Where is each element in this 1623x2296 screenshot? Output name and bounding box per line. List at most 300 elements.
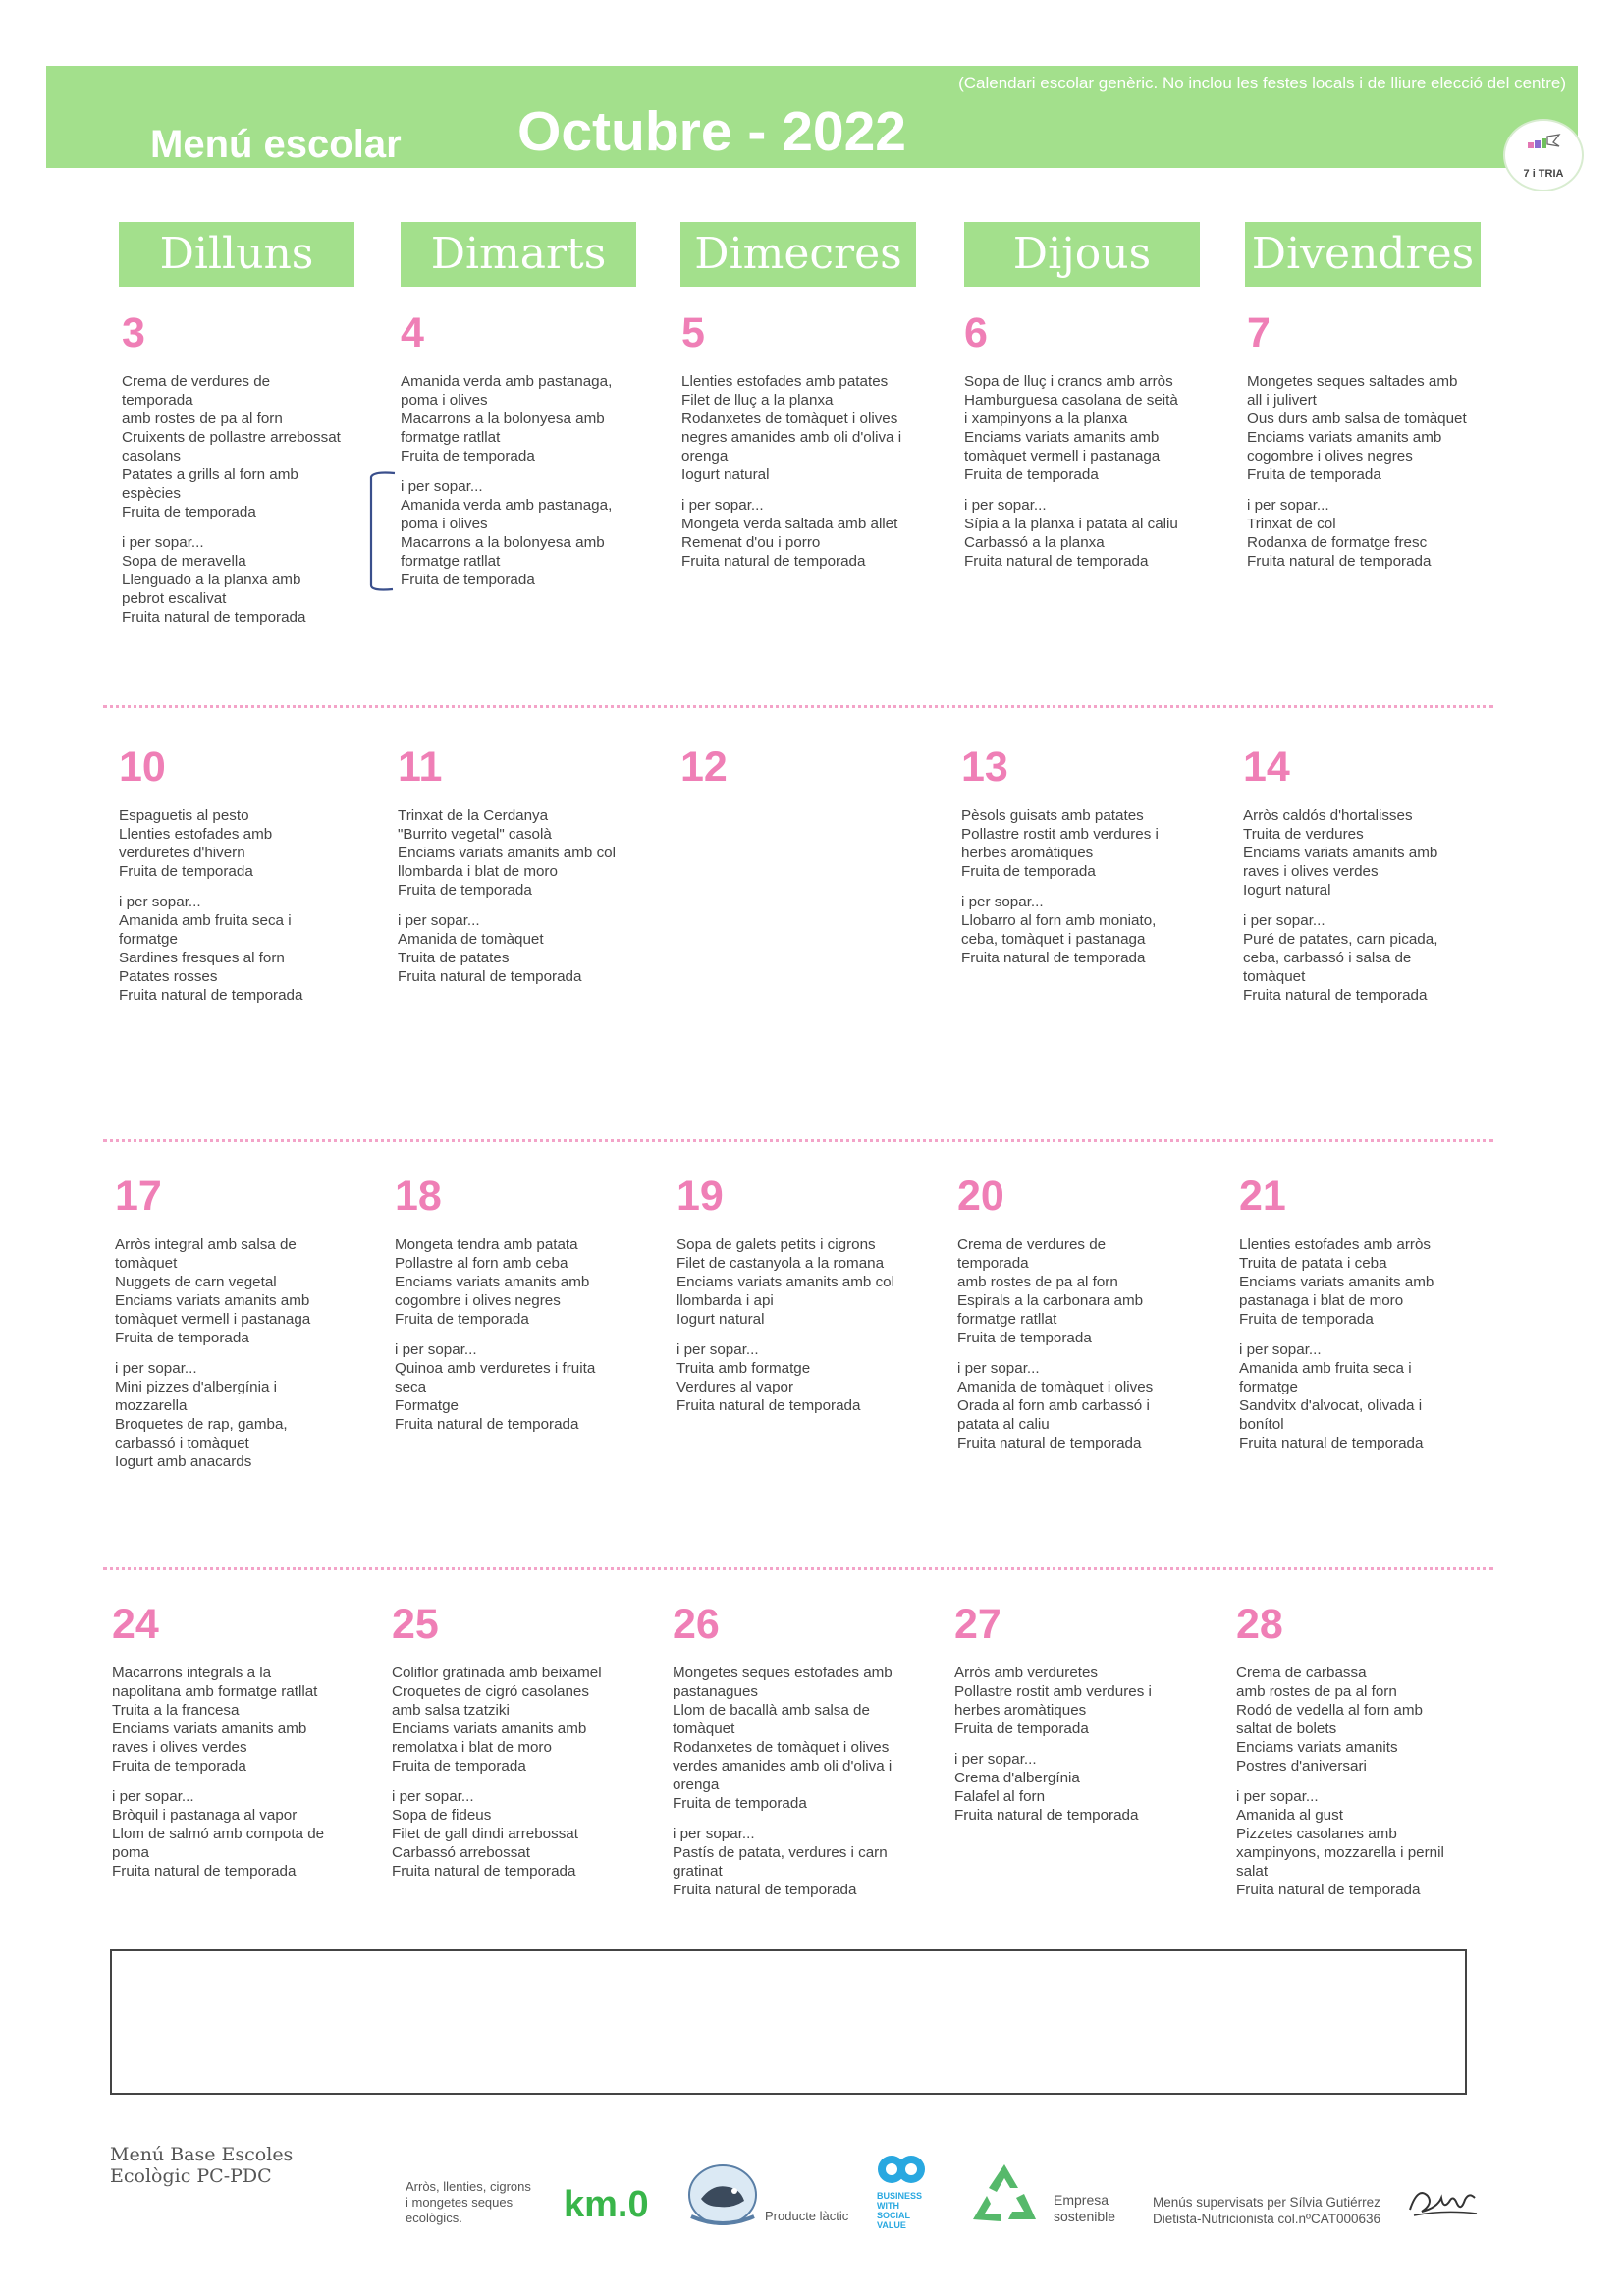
menu-item: Truita de patates: [398, 950, 510, 966]
menu-item: Crema d'albergínia: [954, 1770, 1080, 1786]
eco-note: [406, 2179, 531, 2226]
sustainable-label: [1054, 2192, 1115, 2225]
menu-item: formatge ratllat: [401, 553, 501, 570]
menu-item: carbassó i tomàquet: [115, 1435, 249, 1451]
date-number: 12: [680, 743, 728, 791]
day-cell: [395, 1175, 650, 1434]
menu-item: ceba, tomàquet i pastanaga: [961, 931, 1146, 948]
day-cell: [964, 309, 1219, 571]
weekday-thursday: Dijous: [964, 222, 1200, 287]
menu-item: Puré de patates, carn picada,: [1243, 931, 1438, 948]
signature-icon: [1404, 2180, 1483, 2223]
menu-item: Filet de castanyola a la romana: [676, 1255, 885, 1272]
menu-item: patata al caliu: [957, 1416, 1050, 1433]
eco-note-line1: Arròs, llenties, cigrons: [406, 2179, 531, 2194]
dinner-heading: i per sopar...: [401, 478, 483, 495]
menu-list: [676, 1235, 932, 1415]
menu-item: Iogurt natural: [681, 466, 770, 483]
menu-item: tomàquet vermell i pastanaga: [964, 448, 1161, 465]
menu-item: Iogurt natural: [676, 1311, 765, 1328]
menu-item: herbes aromàtiques: [954, 1702, 1087, 1719]
menu-item: formatge: [119, 931, 178, 948]
menu-list: [681, 372, 937, 571]
menu-list: [964, 372, 1219, 571]
menu-item: Amanida al gust: [1236, 1807, 1343, 1824]
bird-logo-icon: [1526, 133, 1561, 154]
date-number: 7: [1247, 309, 1271, 356]
date-number: 10: [119, 743, 166, 791]
menu-spacer: [112, 1776, 367, 1787]
menu-item: Fruita de temporada: [961, 863, 1096, 880]
bws-logo-text: BUSINESS WITH SOCIAL VALUE: [877, 2191, 923, 2230]
supervisor-line2: Dietista-Nutricionista col.nºCAT000636: [1153, 2212, 1381, 2226]
menu-item: Patates rosses: [119, 968, 218, 985]
day-cell: [112, 1601, 367, 1881]
menu-item: i xampinyons a la planxa: [964, 410, 1128, 427]
menu-item: casolans: [122, 448, 181, 465]
menu-item: Fruita de temporada: [401, 448, 535, 465]
menu-spacer: [681, 484, 937, 496]
menu-list: [1247, 372, 1502, 571]
date-number: 27: [954, 1601, 1001, 1648]
menu-list: [401, 372, 656, 589]
menu-item: "Burrito vegetal" casolà: [398, 826, 552, 843]
menu-item: Truita amb formatge: [676, 1360, 811, 1377]
menu-item: Iogurt natural: [1243, 882, 1331, 899]
dinner-heading: i per sopar...: [122, 534, 204, 551]
dairy-label: Producte làctic: [765, 2209, 849, 2223]
menu-item: Amanida amb fruita seca i: [119, 912, 292, 929]
menu-item: gratinat: [673, 1863, 723, 1880]
menu-list: [112, 1664, 367, 1881]
calendar-note: (Calendari escolar genèric. No inclou les festes locals i de lliure elecció del centre): [958, 74, 1566, 92]
menu-list: [673, 1664, 928, 1899]
day-cell: [676, 1175, 932, 1415]
menu-list: [395, 1235, 650, 1434]
menu-item: Formatge: [395, 1397, 459, 1414]
menu-item: Pizzetes casolanes amb: [1236, 1826, 1397, 1842]
menu-item: verduretes d'hivern: [119, 845, 245, 861]
menu-item: Nuggets de carn vegetal: [115, 1274, 277, 1290]
menu-item: Llenties estofades amb arròs: [1239, 1236, 1432, 1253]
date-number: 20: [957, 1173, 1004, 1220]
dinner-heading: i per sopar...: [398, 912, 480, 929]
menu-item: Fruita natural de temporada: [1236, 1882, 1421, 1898]
menu-item: Hamburguesa casolana de seità: [964, 392, 1178, 409]
menu-item: cogombre i olives negres: [1247, 448, 1413, 465]
menu-item: Fruita natural de temporada: [122, 609, 306, 626]
menu-item: tomàquet vermell i pastanaga: [115, 1311, 311, 1328]
menu-item: temporada: [122, 392, 193, 409]
menu-item: Cruixents de pollastre arrebossat: [122, 429, 341, 446]
menu-item: Fruita natural de temporada: [1239, 1435, 1424, 1451]
menu-item: raves i olives verdes: [112, 1739, 247, 1756]
recycle-icon: [967, 2160, 1042, 2229]
menu-spacer: [401, 465, 656, 477]
cow-logo-icon: [683, 2154, 762, 2232]
menu-item: Filet de gall dindi arrebossat: [392, 1826, 578, 1842]
menu-item: orenga: [673, 1777, 720, 1793]
menu-item: Mongeta tendra amb patata: [395, 1236, 578, 1253]
day-cell: [1243, 743, 1498, 1005]
menu-item: formatge ratllat: [957, 1311, 1057, 1328]
menu-spacer: [398, 900, 653, 911]
day-cell: [1247, 309, 1502, 571]
menu-item: Espaguetis al pesto: [119, 807, 249, 824]
menu-list: [957, 1235, 1213, 1452]
dinner-heading: i per sopar...: [112, 1788, 194, 1805]
menu-item: Mongetes seques saltades amb: [1247, 373, 1458, 390]
menu-item: amb rostes de pa al forn: [1236, 1683, 1397, 1700]
menu-item: tomàquet: [673, 1721, 735, 1737]
menu-item: Fruita de temporada: [395, 1311, 529, 1328]
menu-item: Llenties estofades amb patates: [681, 373, 889, 390]
day-cell: [673, 1601, 928, 1899]
menu-item: orenga: [681, 448, 729, 465]
date-number: 5: [681, 309, 705, 356]
dinner-heading: i per sopar...: [673, 1826, 755, 1842]
menu-item: Rodanxetes de tomàquet i olives: [673, 1739, 890, 1756]
menu-item: Truita de patata i ceba: [1239, 1255, 1387, 1272]
menu-spacer: [1239, 1329, 1494, 1340]
menu-item: Pollastre rostit amb verdures i: [961, 826, 1159, 843]
menu-list: [1243, 806, 1498, 1005]
menu-item: remolatxa i blat de moro: [392, 1739, 552, 1756]
menu-item: Fruita natural de temporada: [681, 553, 866, 570]
menu-item: Coliflor gratinada amb beixamel: [392, 1665, 602, 1681]
menu-item: pastanaga i blat de moro: [1239, 1292, 1404, 1309]
menu-item: Rodanxetes de tomàquet i olives: [681, 410, 898, 427]
menu-item: Ous durs amb salsa de tomàquet: [1247, 410, 1467, 427]
day-cell: [961, 743, 1217, 967]
date-number: 11: [398, 743, 443, 791]
menu-item: Sopa de galets petits i cigrons: [676, 1236, 876, 1253]
menu-item: Falafel al forn: [954, 1788, 1046, 1805]
dinner-heading: i per sopar...: [1239, 1341, 1322, 1358]
week-separator: [103, 1567, 1493, 1570]
menu-item: Arròs amb verduretes: [954, 1665, 1099, 1681]
menu-item: tomàquet: [115, 1255, 178, 1272]
menu-item: Sípia a la planxa i patata al caliu: [964, 516, 1178, 532]
menu-item: verdes amanides amb oli d'oliva i: [673, 1758, 893, 1775]
menu-item: Filet de lluç a la planxa: [681, 392, 834, 409]
weekday-tuesday: Dimarts: [401, 222, 636, 287]
bws-logo: [877, 2153, 926, 2230]
menu-spacer: [957, 1347, 1213, 1359]
dinner-heading: i per sopar...: [392, 1788, 474, 1805]
menu-list: [1236, 1664, 1491, 1899]
menu-item: espècies: [122, 485, 181, 502]
menu-spacer: [954, 1738, 1210, 1750]
menu-spacer: [1247, 484, 1502, 496]
menu-item: Fruita de temporada: [392, 1758, 526, 1775]
menu-spacer: [115, 1347, 370, 1359]
menu-list: [961, 806, 1217, 967]
menu-item: Amanida de tomàquet: [398, 931, 544, 948]
menu-item: Fruita de temporada: [673, 1795, 807, 1812]
menu-item: Llenties estofades amb: [119, 826, 273, 843]
menu-item: Fruita natural de temporada: [1247, 553, 1432, 570]
menu-item: Iogurt amb anacards: [115, 1453, 252, 1470]
menu-item: Trinxat de la Cerdanya: [398, 807, 549, 824]
menu-label: Menú escolar: [150, 123, 402, 166]
menu-item: Crema de verdures de: [957, 1236, 1107, 1253]
menu-item: Sopa de meravella: [122, 553, 246, 570]
menu-item: Enciams variats amanits: [1236, 1739, 1398, 1756]
day-cell: [122, 309, 377, 627]
menu-item: ceba, carbassó i salsa de: [1243, 950, 1412, 966]
menu-item: Fruita natural de temporada: [673, 1882, 857, 1898]
menu-item: Amanida amb fruita seca i: [1239, 1360, 1412, 1377]
dinner-heading: i per sopar...: [119, 894, 201, 910]
menu-item: Enciams variats amanits amb: [112, 1721, 307, 1737]
menu-item: Llom de bacallà amb salsa de: [673, 1702, 870, 1719]
dinner-heading: i per sopar...: [395, 1341, 477, 1358]
dinner-heading: i per sopar...: [957, 1360, 1040, 1377]
menu-item: Broquetes de rap, gamba,: [115, 1416, 288, 1433]
menu-item: poma i olives: [401, 516, 488, 532]
menu-item: Fruita natural de temporada: [112, 1863, 297, 1880]
menu-list: [115, 1235, 370, 1471]
menu-item: saltat de bolets: [1236, 1721, 1337, 1737]
menu-item: poma i olives: [401, 392, 488, 409]
menu-item: Bròquil i pastanaga al vapor: [112, 1807, 298, 1824]
menu-item: Llom de salmó amb compota de: [112, 1826, 325, 1842]
date-number: 4: [401, 309, 424, 356]
menu-item: amb salsa tzatziki: [392, 1702, 510, 1719]
menu-item: Fruita natural de temporada: [119, 987, 303, 1004]
menu-item: formatge: [1239, 1379, 1298, 1395]
week-separator: [103, 705, 1493, 708]
menu-item: Sopa de lluç i crancs amb arròs: [964, 373, 1173, 390]
menu-item: Macarrons a la bolonyesa amb: [401, 534, 605, 551]
menu-item: Enciams variats amanits amb col: [398, 845, 616, 861]
day-cell: [115, 1175, 370, 1471]
menu-item: Postres d'aniversari: [1236, 1758, 1367, 1775]
menu-item: Crema de verdures de: [122, 373, 271, 390]
menu-item: Fruita de temporada: [115, 1330, 249, 1346]
menu-item: Trinxat de col: [1247, 516, 1336, 532]
menu-item: Rodanxa de formatge fresc: [1247, 534, 1428, 551]
menu-item: Enciams variats amanits amb col: [676, 1274, 894, 1290]
menu-item: Enciams variats amanits amb: [115, 1292, 310, 1309]
menu-item: Macarrons a la bolonyesa amb: [401, 410, 605, 427]
menu-item: Remenat d'ou i porro: [681, 534, 821, 551]
day-cell: [398, 743, 653, 986]
date-number: 17: [115, 1173, 162, 1220]
footer-title: [110, 2144, 293, 2187]
dinner-heading: i per sopar...: [964, 497, 1047, 514]
date-number: 14: [1243, 743, 1290, 791]
menu-item: Enciams variats amanits amb: [392, 1721, 587, 1737]
menu-item: herbes aromàtiques: [961, 845, 1094, 861]
menu-item: napolitana amb formatge ratllat: [112, 1683, 318, 1700]
menu-spacer: [392, 1776, 647, 1787]
footer-title-line2: Ecològic PC-PDC: [110, 2165, 272, 2187]
footer-title-line1: Menú Base Escoles: [110, 2144, 294, 2165]
menu-item: tomàquet: [1243, 968, 1306, 985]
menu-item: llombarda i api: [676, 1292, 774, 1309]
menu-item: Fruita de temporada: [398, 882, 532, 899]
menu-item: xampinyons, mozzarella i pernil: [1236, 1844, 1444, 1861]
notes-box: [110, 1949, 1467, 2095]
date-number: 3: [122, 309, 145, 356]
menu-item: Fruita de temporada: [122, 504, 256, 520]
menu-spacer: [1236, 1776, 1491, 1787]
menu-item: raves i olives verdes: [1243, 863, 1379, 880]
dinner-heading: i per sopar...: [1247, 497, 1329, 514]
menu-list: [392, 1664, 647, 1881]
supervisor-line1: Menús supervisats per Sílvia Gutiérrez: [1153, 2195, 1380, 2210]
menu-item: all i julivert: [1247, 392, 1317, 409]
menu-item: Fruita natural de temporada: [395, 1416, 579, 1433]
menu-item: mozzarella: [115, 1397, 188, 1414]
menu-item: Fruita natural de temporada: [398, 968, 582, 985]
sustainable-line1: Empresa: [1054, 2192, 1109, 2208]
menu-spacer: [119, 881, 374, 893]
date-number: 25: [392, 1601, 439, 1648]
menu-item: Truita de verdures: [1243, 826, 1364, 843]
date-number: 28: [1236, 1601, 1283, 1648]
menu-list: [398, 806, 653, 986]
sustainable-line2: sostenible: [1054, 2209, 1116, 2224]
date-number: 18: [395, 1173, 442, 1220]
month-title: Octubre - 2022: [517, 100, 906, 163]
menu-item: Pollastre al forn amb ceba: [395, 1255, 568, 1272]
dinner-heading: i per sopar...: [681, 497, 764, 514]
menu-item: Amanida verda amb pastanaga,: [401, 373, 613, 390]
menu-spacer: [1243, 900, 1498, 911]
date-number: 21: [1239, 1173, 1286, 1220]
menu-item: Mongetes seques estofades amb: [673, 1665, 893, 1681]
menu-spacer: [395, 1329, 650, 1340]
supervisor-note: [1153, 2194, 1380, 2227]
menu-item: Verdures al vapor: [676, 1379, 794, 1395]
menu-item: negres amanides amb oli d'oliva i: [681, 429, 902, 446]
menu-item: Pèsols guisats amb patates: [961, 807, 1144, 824]
day-cell: [957, 1175, 1213, 1452]
day-cell: [401, 309, 656, 589]
menu-item: bonítol: [1239, 1416, 1284, 1433]
eco-note-line2: i mongetes seques: [406, 2195, 514, 2210]
menu-item: Pastís de patata, verdures i carn: [673, 1844, 888, 1861]
menu-list: [119, 806, 374, 1005]
menu-item: Truita a la francesa: [112, 1702, 240, 1719]
km0-logo: km.0: [564, 2184, 649, 2225]
menu-item: formatge ratllat: [401, 429, 501, 446]
menu-item: Macarrons integrals a la: [112, 1665, 272, 1681]
menu-item: temporada: [957, 1255, 1029, 1272]
menu-item: Fruita de temporada: [1239, 1311, 1374, 1328]
menu-item: salat: [1236, 1863, 1269, 1880]
menu-list: [954, 1664, 1210, 1825]
menu-item: pastanagues: [673, 1683, 758, 1700]
menu-item: seca: [395, 1379, 427, 1395]
menu-spacer: [964, 484, 1219, 496]
menu-item: Carbassó a la planxa: [964, 534, 1105, 551]
menu-item: Sopa de fideus: [392, 1807, 492, 1824]
day-cell: [1239, 1175, 1494, 1452]
menu-item: Patates a grills al forn amb: [122, 466, 298, 483]
menu-item: Enciams variats amanits amb: [1243, 845, 1438, 861]
dinner-heading: i per sopar...: [1243, 912, 1325, 929]
menu-item: amb rostes de pa al forn: [957, 1274, 1118, 1290]
menu-item: Fruita natural de temporada: [964, 553, 1149, 570]
menu-item: Fruita de temporada: [964, 466, 1099, 483]
menu-item: Fruita de temporada: [957, 1330, 1092, 1346]
day-cell: [1236, 1601, 1491, 1899]
menu-item: Amanida verda amb pastanaga,: [401, 497, 613, 514]
menu-item: Mini pizzes d'albergínia i: [115, 1379, 277, 1395]
menu-item: Enciams variats amanits amb: [964, 429, 1160, 446]
weekday-friday: Divendres: [1245, 222, 1481, 287]
menu-item: Carbassó arrebossat: [392, 1844, 530, 1861]
menu-item: Enciams variats amanits amb: [1247, 429, 1442, 446]
menu-item: Fruita natural de temporada: [392, 1863, 576, 1880]
menu-item: Fruita natural de temporada: [676, 1397, 861, 1414]
menu-spacer: [673, 1813, 928, 1825]
day-cell: [681, 309, 937, 571]
menu-item: Fruita natural de temporada: [961, 950, 1146, 966]
brand-logo-text: 7 i TRIA: [1523, 168, 1564, 180]
menu-item: Crema de carbassa: [1236, 1665, 1367, 1681]
weekday-wednesday: Dimecres: [680, 222, 916, 287]
menu-item: Enciams variats amanits amb: [1239, 1274, 1434, 1290]
menu-item: llombarda i blat de moro: [398, 863, 558, 880]
menu-item: pebrot escalivat: [122, 590, 227, 607]
infinity-icon: [877, 2153, 926, 2186]
menu-list: [122, 372, 377, 627]
menu-item: Mongeta verda saltada amb allet: [681, 516, 898, 532]
menu-item: Fruita de temporada: [119, 863, 253, 880]
dinner-heading: i per sopar...: [961, 894, 1044, 910]
menu-item: Arròs caldós d'hortalisses: [1243, 807, 1413, 824]
menu-item: Fruita natural de temporada: [954, 1807, 1139, 1824]
menu-item: Espirals a la carbonara amb: [957, 1292, 1144, 1309]
menu-list: [1239, 1235, 1494, 1452]
day-cell: [392, 1601, 647, 1881]
menu-item: poma: [112, 1844, 149, 1861]
menu-item: Fruita de temporada: [112, 1758, 246, 1775]
menu-item: Amanida de tomàquet i olives: [957, 1379, 1154, 1395]
menu-item: Enciams variats amanits amb: [395, 1274, 590, 1290]
header-banner: [46, 66, 1578, 180]
menu-item: Pollastre rostit amb verdures i: [954, 1683, 1152, 1700]
menu-item: Orada al forn amb carbassó i: [957, 1397, 1150, 1414]
weekday-monday: Dilluns: [119, 222, 354, 287]
menu-item: Fruita de temporada: [954, 1721, 1089, 1737]
menu-item: Rodó de vedella al forn amb: [1236, 1702, 1423, 1719]
date-number: 26: [673, 1601, 720, 1648]
menu-spacer: [961, 881, 1217, 893]
menu-item: Sandvitx d'alvocat, olivada i: [1239, 1397, 1423, 1414]
brand-logo: [1503, 119, 1584, 191]
menu-item: Fruita natural de temporada: [1243, 987, 1428, 1004]
dinner-heading: i per sopar...: [1236, 1788, 1319, 1805]
menu-spacer: [676, 1329, 932, 1340]
menu-item: Croquetes de cigró casolanes: [392, 1683, 589, 1700]
day-cell: [119, 743, 374, 1005]
menu-item: Fruita de temporada: [1247, 466, 1381, 483]
dinner-heading: i per sopar...: [954, 1751, 1037, 1768]
date-number: 19: [676, 1173, 724, 1220]
day-cell: [680, 743, 936, 806]
dinner-heading: i per sopar...: [676, 1341, 759, 1358]
menu-item: cogombre i olives negres: [395, 1292, 561, 1309]
menu-item: Sardines fresques al forn: [119, 950, 285, 966]
date-number: 6: [964, 309, 988, 356]
date-number: 24: [112, 1601, 159, 1648]
